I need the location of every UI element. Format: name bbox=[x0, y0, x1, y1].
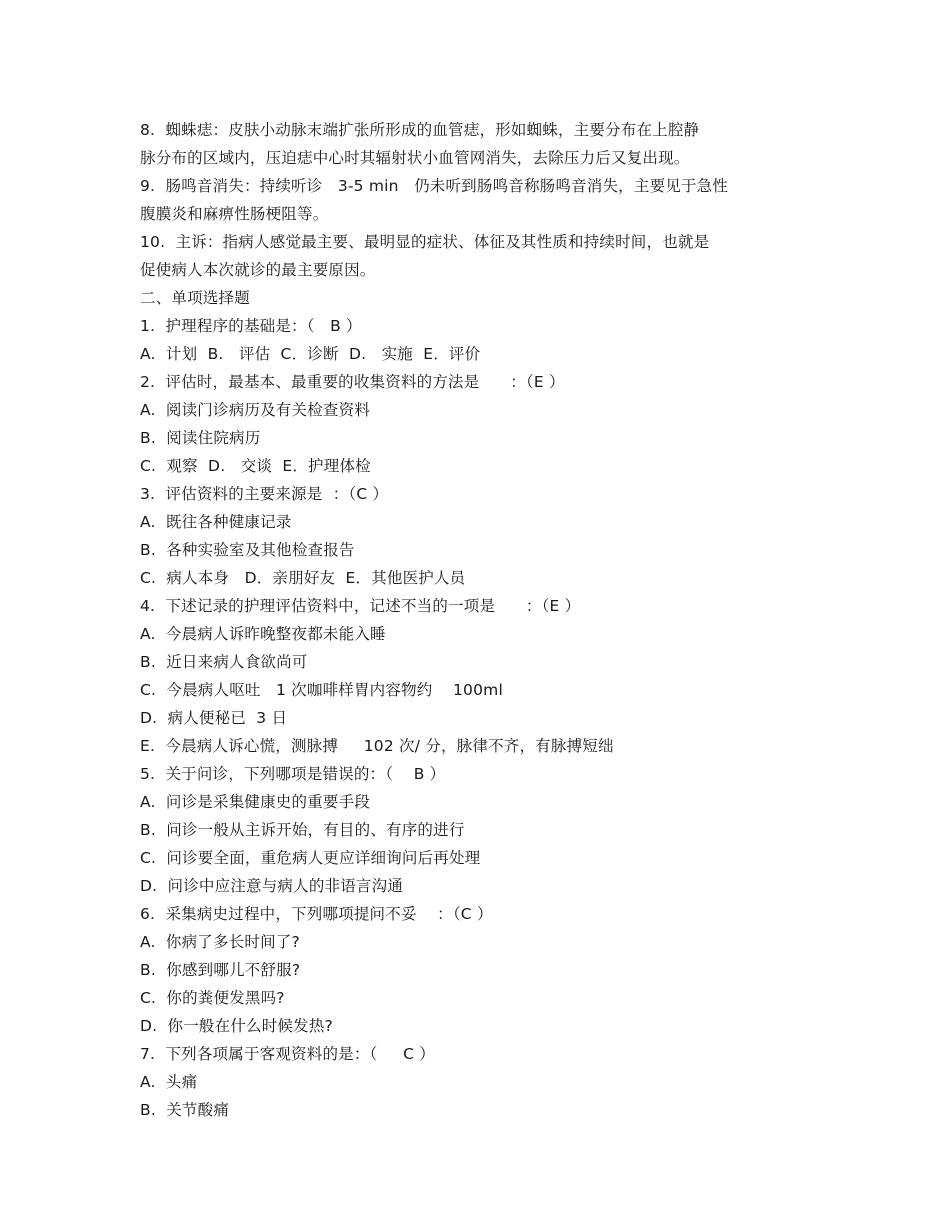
text-line: 脉分布的区域内，压迫痣中心时其辐射状小血管网消失，去除压力后又复出现。 bbox=[140, 149, 690, 167]
option-line: A. 阅读门诊病历及有关检查资料 bbox=[140, 401, 371, 419]
option-line: B. 问诊一般从主诉开始，有目的、有序的进行 bbox=[140, 821, 465, 839]
section-heading: 二、单项选择题 bbox=[140, 289, 250, 307]
option-line: B. 你感到哪儿不舒服? bbox=[140, 961, 301, 979]
option-line: C. 病人本身 D．亲朋好友 E．其他医护人员 bbox=[140, 569, 466, 587]
question-line: 3. 评估资料的主要来源是 ：（C ） bbox=[140, 485, 389, 503]
question-line: 7. 下列各项属于客观资料的是：（ C ） bbox=[140, 1045, 435, 1063]
text-line: 8. 蜘蛛痣：皮肤小动脉末端扩张所形成的血管痣，形如蜘蛛，主要分布在上腔静 bbox=[140, 121, 700, 139]
document-page bbox=[140, 116, 790, 1124]
option-line: A. 你病了多长时间了? bbox=[140, 933, 300, 951]
text-line: 促使病人本次就诊的最主要原因。 bbox=[140, 261, 376, 279]
option-line: A. 计划 B. 评估 C．诊断 D. 实施 E．评价 bbox=[140, 345, 481, 363]
option-line: A. 既往各种健康记录 bbox=[140, 513, 292, 531]
option-line: B. 近日来病人食欲尚可 bbox=[140, 653, 308, 671]
question-line: 6. 采集病史过程中，下列哪项提问不妥 ：（C ） bbox=[140, 905, 493, 923]
option-line: D. 你一般在什么时候发热? bbox=[140, 1017, 333, 1035]
text-line: 9. 肠鸣音消失：持续听诊 3-5 min 仍未听到肠鸣音称肠鸣音消失，主要见于急性 bbox=[140, 177, 729, 195]
option-line: B. 关节酸痛 bbox=[140, 1101, 230, 1119]
option-line: C. 问诊要全面，重危病人更应详细询问后再处理 bbox=[140, 849, 481, 867]
question-line: 4. 下述记录的护理评估资料中，记述不当的一项是 ：（E ） bbox=[140, 597, 581, 615]
option-line: C. 你的粪便发黑吗? bbox=[140, 989, 285, 1007]
option-line: C. 观察 D. 交谈 E．护理体检 bbox=[140, 457, 371, 475]
option-line: A. 今晨病人诉昨晚整夜都未能入睡 bbox=[140, 625, 386, 643]
option-line: C. 今晨病人呕吐 1 次咖啡样胃内容物约 100ml bbox=[140, 681, 503, 699]
text-line: 腹膜炎和麻痹性肠梗阻等。 bbox=[140, 205, 329, 223]
option-line: A. 头痛 bbox=[140, 1073, 198, 1091]
question-line: 5. 关于问诊，下列哪项是错误的：（ B ） bbox=[140, 765, 446, 783]
option-line: D. 病人便秘已 3 日 bbox=[140, 709, 288, 727]
option-line: D. 问诊中应注意与病人的非语言沟通 bbox=[140, 877, 404, 895]
question-line: 1. 护理程序的基础是：（ B ） bbox=[140, 317, 362, 335]
text-line: 10. 主诉：指病人感觉最主要、最明显的症状、体征及其性质和持续时间，也就是 bbox=[140, 233, 710, 251]
question-line: 2. 评估时，最基本、最重要的收集资料的方法是 ：（E ） bbox=[140, 373, 565, 391]
option-line: B. 阅读住院病历 bbox=[140, 429, 261, 447]
option-line: E. 今晨病人诉心慌，测脉搏 102 次/ 分，脉律不齐，有脉搏短绌 bbox=[140, 737, 614, 755]
option-line: A. 问诊是采集健康史的重要手段 bbox=[140, 793, 371, 811]
option-line: B. 各种实验室及其他检查报告 bbox=[140, 541, 355, 559]
